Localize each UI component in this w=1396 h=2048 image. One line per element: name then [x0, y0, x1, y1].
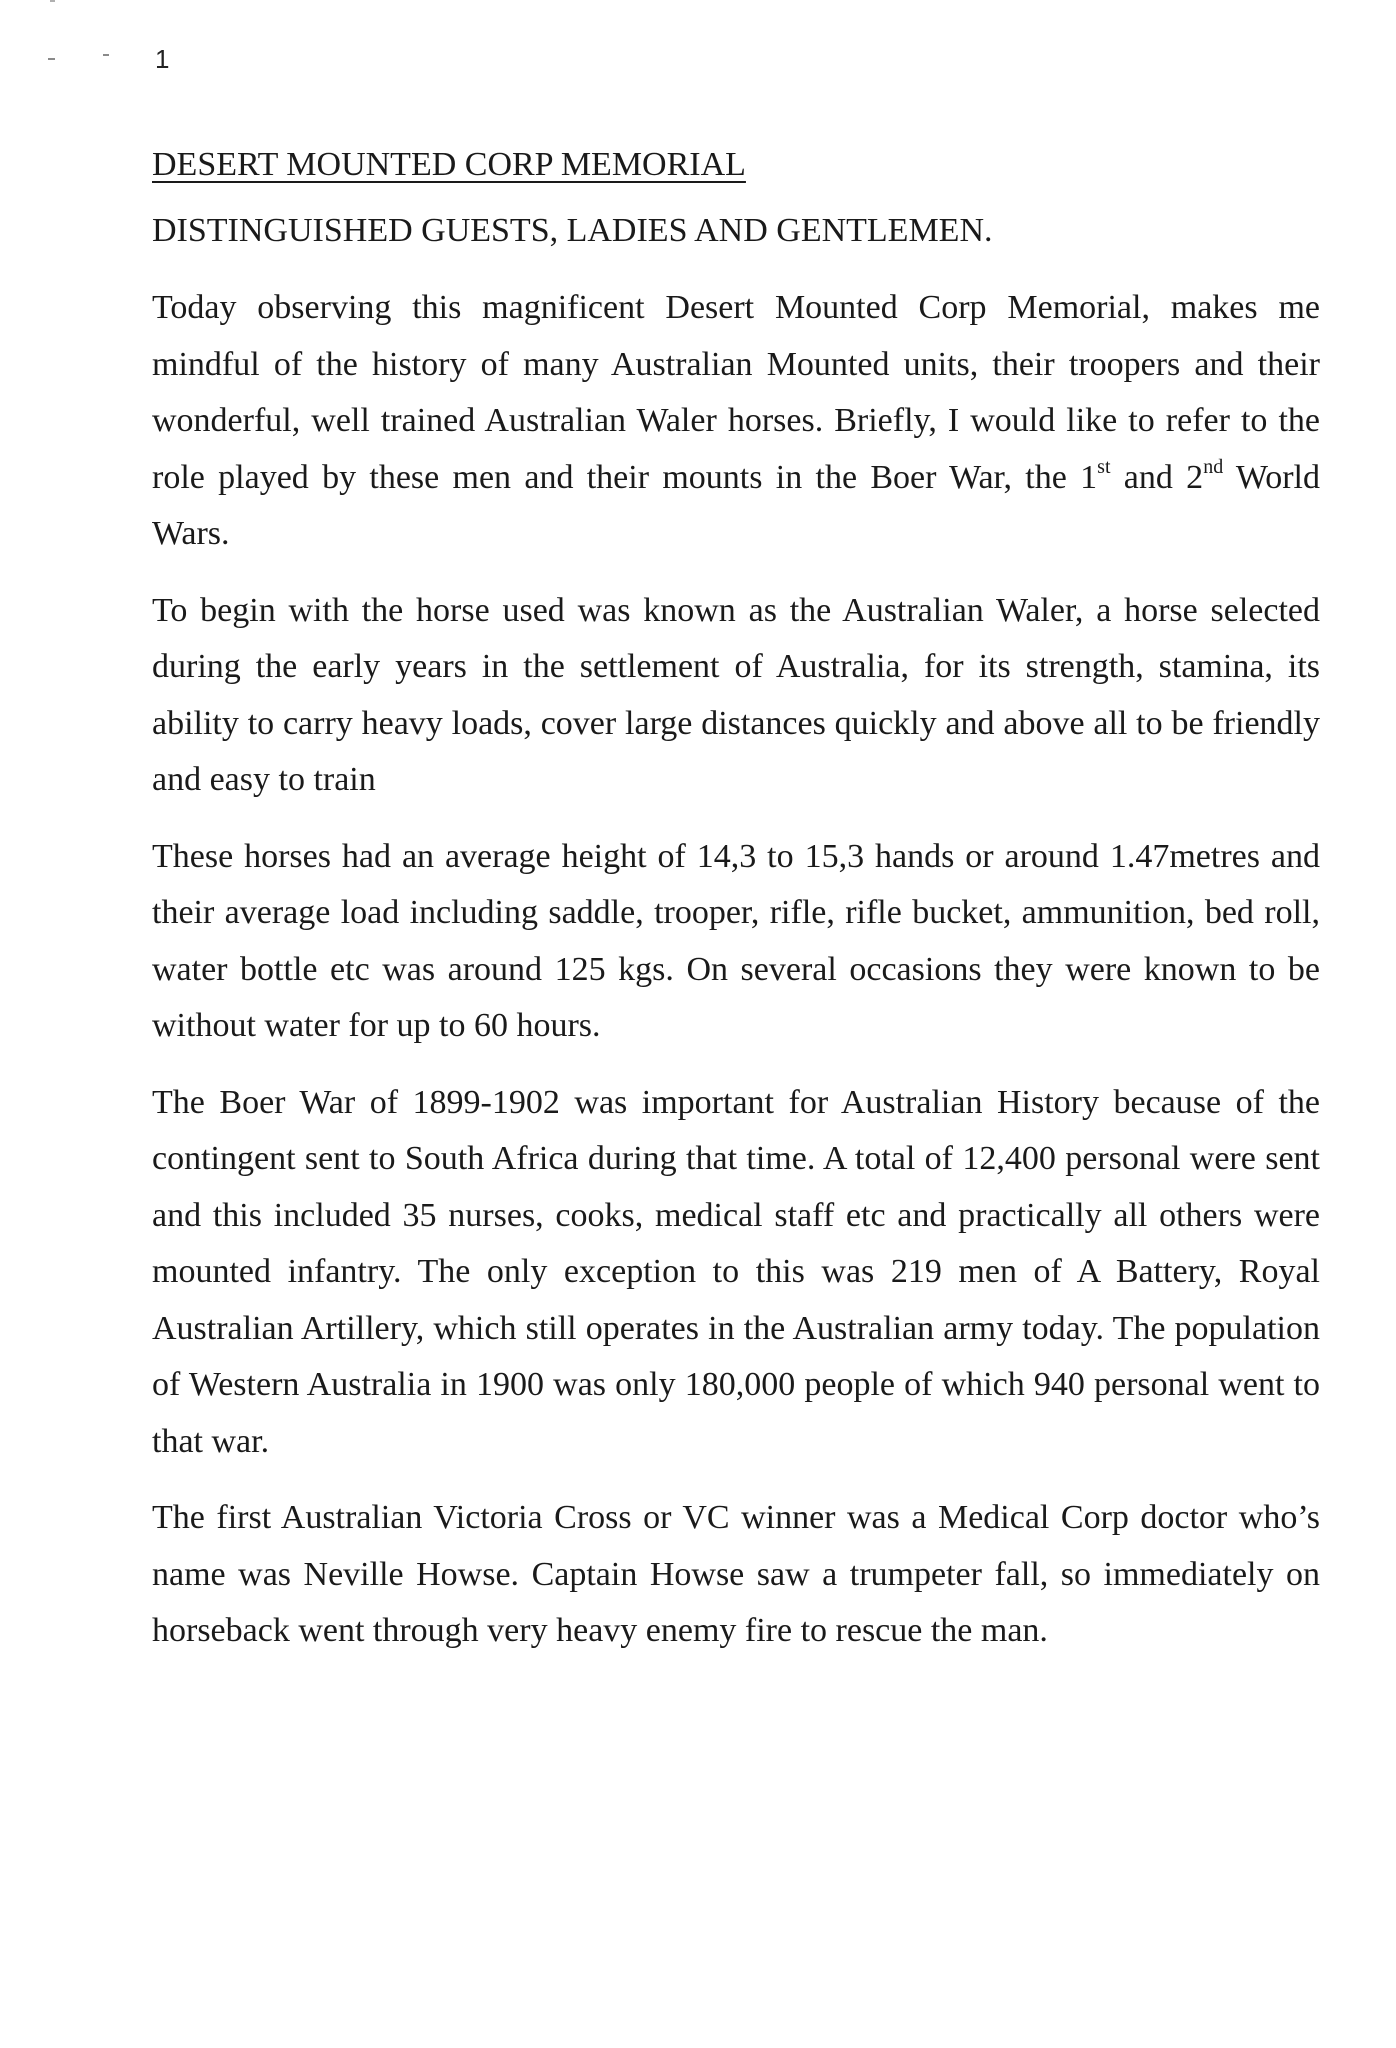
greeting: DISTINGUISHED GUESTS, LADIES AND GENTLEMEN. — [152, 212, 993, 249]
paragraph-text: World Wars. — [152, 458, 1321, 552]
superscript: nd — [1203, 456, 1224, 479]
document-title: DESERT MOUNTED CORP MEMORIAL — [152, 146, 746, 183]
paragraph: The first Australian Victoria Cross or VC winner was a Medical Corp doctor who’s name was Neville Howse. Captain Howse saw a trumpeter fall, so immediately on horseback went through very heavy enemy fire to rescue the man. — [152, 1499, 1320, 1649]
paragraph: These horses had an average height of 14,3 to 15,3 hands or around 1.47metres and their average load including saddle, trooper, rifle, rifle bucket, ammunition, bed roll, water bottle etc was around 125 kgs. On several occasions they were known to be without water for up to 60 hours. — [152, 837, 1320, 1044]
paragraph: The Boer War of 1899-1902 was important for Australian History because of the contingent sent to South Africa during that time. A total of 12,400 personal were sent and this included 35 nurses, cooks, medical staff etc and practically all others were mounted infantry. The only exception to this was 219 men of A Battery, Royal Australian Artillery, which still operates in the Australian army today. The population of Western Australia in 1900 was only 180,000 people of which 940 personal went to that war. — [152, 1083, 1320, 1460]
scan-mark — [50, 0, 55, 2]
paragraph — [152, 280, 1320, 563]
page-number: 1 — [155, 44, 170, 74]
scan-mark — [48, 58, 55, 60]
paragraph-text: Today observing this magnificent Desert Mounted Corp Memorial, makes me mindful of the history of many Australian Mounted units, their troopers and their wonderful, well trained Australian Waler horses. Briefly, I would like to refer to the role played by these men and their mounts in the Boer War, the 1 — [152, 289, 1320, 496]
superscript: st — [1097, 456, 1111, 479]
paragraph-text: and 2 — [1110, 458, 1204, 496]
document-body — [152, 140, 1320, 1660]
scan-mark — [103, 54, 109, 56]
paragraph: To begin with the horse used was known as the Australian Waler, a horse selected during the early years in the settlement of Australia, for its strength, stamina, its ability to carry heavy loads, cover large distances quickly and above all to be friendly and easy to train — [152, 591, 1320, 798]
